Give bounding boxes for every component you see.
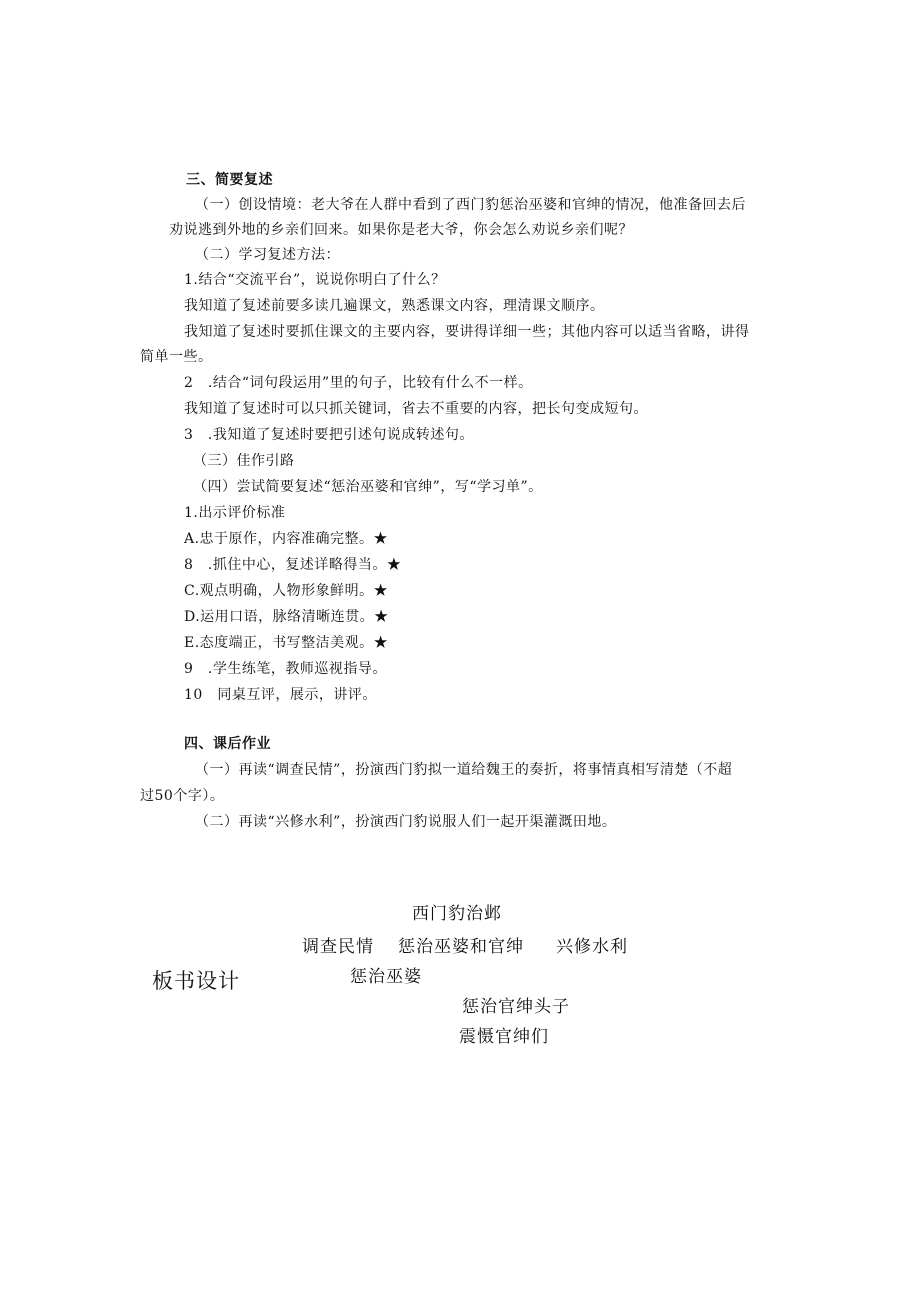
method-item-1-answer-b-line2: 简单一些。 (140, 349, 213, 365)
board-design-label: 板书设计 (152, 969, 240, 993)
board-topic-2: 惩治巫婆和官绅 (398, 937, 524, 957)
retell-task: （四）尝试简要复述“惩治巫婆和官绅”，写“学习单”。 (193, 479, 543, 495)
model-essay-heading: （三）佳作引路 (193, 453, 295, 469)
method-item-2-answer: 我知道了复述时可以只抓关键词，省去不重要的内容，把长句变成短句。 (184, 401, 648, 417)
criteria-item: D.运用口语，脉络清晰连贯。★ (184, 609, 389, 625)
situation-paragraph-line2: 劝说逃到外地的乡亲们回来。如果你是老大爷，你会怎么劝说乡亲们呢？ (169, 222, 633, 238)
section3-heading: 三、简要复述 (186, 172, 273, 188)
criteria-item: 8 .抓住中心，复述详略得当。★ (184, 557, 402, 573)
method-item-1-answer-b-line1: 我知道了复述时要抓住课文的主要内容，要讲得详细一些；其他内容可以适当省略，讲得 (184, 324, 750, 340)
step-9: 9 .学生练笔，教师巡视指导。 (184, 661, 387, 677)
board-topic-1: 调查民情 (302, 937, 374, 957)
criteria-item: E.态度端正，书写整洁美观。★ (184, 635, 389, 651)
step-10: 10 同桌互评，展示，讲评。 (184, 687, 377, 703)
criteria-title: 1.出示评价标准 (184, 505, 286, 521)
method-item-2: 2 .结合“词句段运用”里的句子，比较有什么不一样。 (184, 375, 533, 391)
board-title: 西门豹治邺 (412, 904, 502, 924)
homework-2: （二）再读“兴修水利”，扮演西门豹说服人们一起开渠灌溉田地。 (195, 814, 617, 830)
board-topic-3: 兴修水利 (556, 937, 628, 957)
board-sub-3: 震慑官绅们 (459, 1027, 549, 1047)
section4-heading: 四、课后作业 (184, 736, 271, 752)
method-item-1-answer-a: 我知道了复述前要多读几遍课文，熟悉课文内容，理清课文顺序。 (184, 298, 605, 314)
method-item-3: 3 .我知道了复述时要把引述句说成转述句。 (184, 427, 474, 443)
criteria-item: C.观点明确，人物形象鲜明。★ (184, 583, 389, 599)
homework-1-line1: （一）再读“调查民情”，扮演西门豹拟一道给魏王的奏折，将事情真相写清楚（不超 (195, 762, 733, 778)
board-sub-1: 惩治巫婆 (350, 967, 422, 987)
method-item-1: 1.结合“交流平台”，说说你明白了什么？ (184, 272, 446, 288)
criteria-item: A.忠于原作，内容准确完整。★ (184, 531, 389, 547)
board-sub-2: 惩治官绅头子 (462, 997, 570, 1017)
situation-paragraph-line1: （一）创设情境：老大爷在人群中看到了西门豹惩治巫婆和官绅的情况，他准备回去后 (195, 197, 746, 213)
method-heading: （二）学习复述方法： (195, 247, 340, 263)
homework-1-line2: 过50个字）。 (140, 788, 225, 804)
